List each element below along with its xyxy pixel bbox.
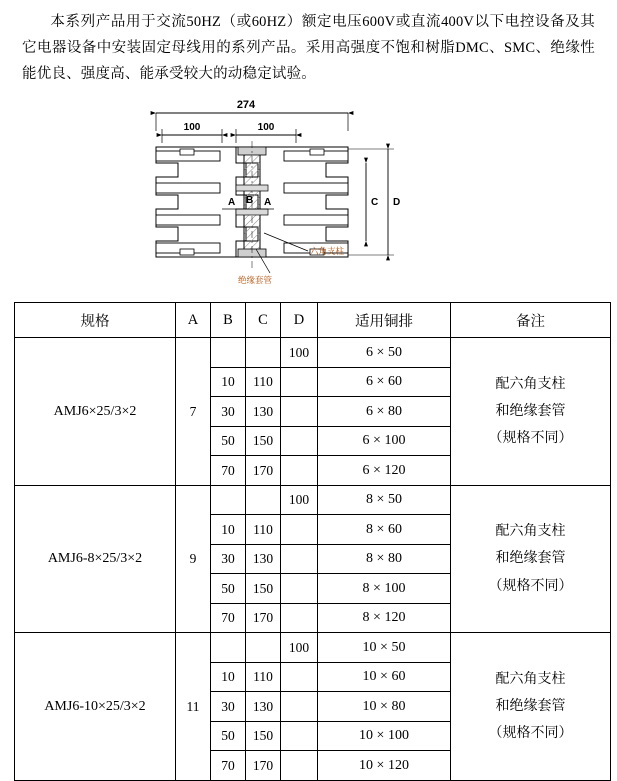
busbar-assembly-drawing: [118, 91, 518, 296]
spec-table-body-group-2: [15, 485, 611, 633]
cell-d: [281, 721, 318, 751]
cell-c: 110: [246, 662, 281, 692]
remark-line-2: 和绝缘套管: [495, 698, 566, 714]
cell-b: [211, 338, 246, 368]
dimension-d-label: D: [393, 197, 401, 209]
cell-b: 70: [211, 456, 246, 486]
cell-spec: AMJ6-10×25/3×2: [15, 633, 176, 781]
dimension-left-100: [162, 122, 222, 143]
cell-d: [281, 662, 318, 692]
cell-busbar: 10 × 80: [318, 692, 451, 722]
cell-b: [211, 633, 246, 663]
cell-b: 50: [211, 426, 246, 456]
header-c: C: [246, 303, 281, 338]
cell-busbar: 10 × 100: [318, 721, 451, 751]
cell-c: 150: [246, 721, 281, 751]
header-busbar: 适用铜排: [318, 303, 451, 338]
header-d: D: [281, 303, 318, 338]
intro-text: 本系列产品用于交流50HZ（或60HZ）额定电压600V或直流400V以下电控设备及其它电器设备中安装固定母线用的系列产品。采用高强度不饱和树脂DMC、SMC、绝缘性能优良、强度高、能承受较大的动稳定试验。: [22, 14, 595, 82]
cell-b: 70: [211, 603, 246, 633]
cell-a: 7: [176, 338, 211, 486]
remark-line-3: （规格不同）: [488, 431, 573, 447]
dimension-left-label: 100: [183, 122, 201, 134]
dimension-b-label: B: [246, 195, 254, 207]
spec-table-body-group-3: [15, 633, 611, 781]
cell-b: 70: [211, 751, 246, 781]
cell-c: 170: [246, 456, 281, 486]
cell-c: 150: [246, 426, 281, 456]
cell-c: 170: [246, 603, 281, 633]
cell-busbar: 6 × 60: [318, 367, 451, 397]
remark-line-1: 配六角支柱: [495, 671, 566, 687]
remark-line-2: 和绝缘套管: [495, 551, 566, 567]
cell-c: 110: [246, 515, 281, 545]
remark-line-2: 和绝缘套管: [495, 403, 566, 419]
cell-d: [281, 367, 318, 397]
cell-busbar: 6 × 50: [318, 338, 451, 368]
spec-table-head: [15, 303, 611, 338]
cell-c: 150: [246, 574, 281, 604]
product-figure: [0, 91, 617, 296]
cell-d: [281, 692, 318, 722]
cell-busbar: 8 × 50: [318, 485, 451, 515]
cell-d: [281, 544, 318, 574]
dimension-right-label: 100: [257, 122, 275, 134]
cell-spec: AMJ6×25/3×2: [15, 338, 176, 486]
header-a: A: [176, 303, 211, 338]
cell-busbar: 10 × 50: [318, 633, 451, 663]
cell-b: 10: [211, 662, 246, 692]
cell-busbar: 8 × 100: [318, 574, 451, 604]
spec-table: [14, 302, 611, 781]
dimension-a-left-label: A: [228, 197, 236, 209]
cell-c: [246, 485, 281, 515]
cell-c: 130: [246, 544, 281, 574]
cell-c: [246, 633, 281, 663]
cell-busbar: 6 × 80: [318, 397, 451, 427]
cell-b: 30: [211, 692, 246, 722]
spec-table-wrap: [0, 302, 617, 781]
cell-d: 100: [281, 485, 318, 515]
cell-busbar: 6 × 120: [318, 456, 451, 486]
header-spec: 规格: [15, 303, 176, 338]
cell-busbar: 10 × 60: [318, 662, 451, 692]
remark-line-3: （规格不同）: [488, 578, 573, 594]
cell-spec: AMJ6-8×25/3×2: [15, 485, 176, 633]
cell-c: 170: [246, 751, 281, 781]
cell-d: [281, 603, 318, 633]
cell-d: 100: [281, 338, 318, 368]
cell-remark: [451, 633, 611, 781]
intro-paragraph: [0, 0, 617, 87]
header-b: B: [211, 303, 246, 338]
dimension-total-label: 274: [236, 99, 256, 112]
remark-line-3: （规格不同）: [488, 726, 573, 742]
dimension-right-100: [236, 122, 296, 143]
cell-d: [281, 515, 318, 545]
dimension-a-right-label: A: [264, 197, 272, 209]
table-row: [15, 485, 611, 515]
cell-d: [281, 751, 318, 781]
dimension-c-label: C: [371, 197, 379, 209]
cell-d: [281, 574, 318, 604]
cell-d: [281, 397, 318, 427]
cell-a: 11: [176, 633, 211, 781]
cell-busbar: 10 × 120: [318, 751, 451, 781]
cell-remark: [451, 338, 611, 486]
cell-b: 50: [211, 574, 246, 604]
cell-busbar: 8 × 80: [318, 544, 451, 574]
header-remark: 备注: [451, 303, 611, 338]
callout-hex-support-label: 六角支柱: [310, 246, 345, 257]
table-row: [15, 633, 611, 663]
cell-b: [211, 485, 246, 515]
table-row: [15, 338, 611, 368]
cell-d: 100: [281, 633, 318, 663]
cell-b: 30: [211, 544, 246, 574]
cell-a: 9: [176, 485, 211, 633]
cell-d: [281, 456, 318, 486]
remark-line-1: 配六角支柱: [495, 376, 566, 392]
spec-table-body-group-1: [15, 338, 611, 486]
cell-b: 30: [211, 397, 246, 427]
cell-c: 130: [246, 397, 281, 427]
cell-d: [281, 426, 318, 456]
cell-c: [246, 338, 281, 368]
cell-busbar: 8 × 120: [318, 603, 451, 633]
remark-line-1: 配六角支柱: [495, 524, 566, 540]
cell-b: 50: [211, 721, 246, 751]
cell-b: 10: [211, 367, 246, 397]
callout-insulating-sleeve-label: 绝缘套管: [238, 275, 273, 286]
dimension-c: [366, 163, 378, 241]
cell-busbar: 8 × 60: [318, 515, 451, 545]
cell-b: 10: [211, 515, 246, 545]
cell-busbar: 6 × 100: [318, 426, 451, 456]
cell-remark: [451, 485, 611, 633]
cell-c: 130: [246, 692, 281, 722]
table-header-row: [15, 303, 611, 338]
cell-c: 110: [246, 367, 281, 397]
